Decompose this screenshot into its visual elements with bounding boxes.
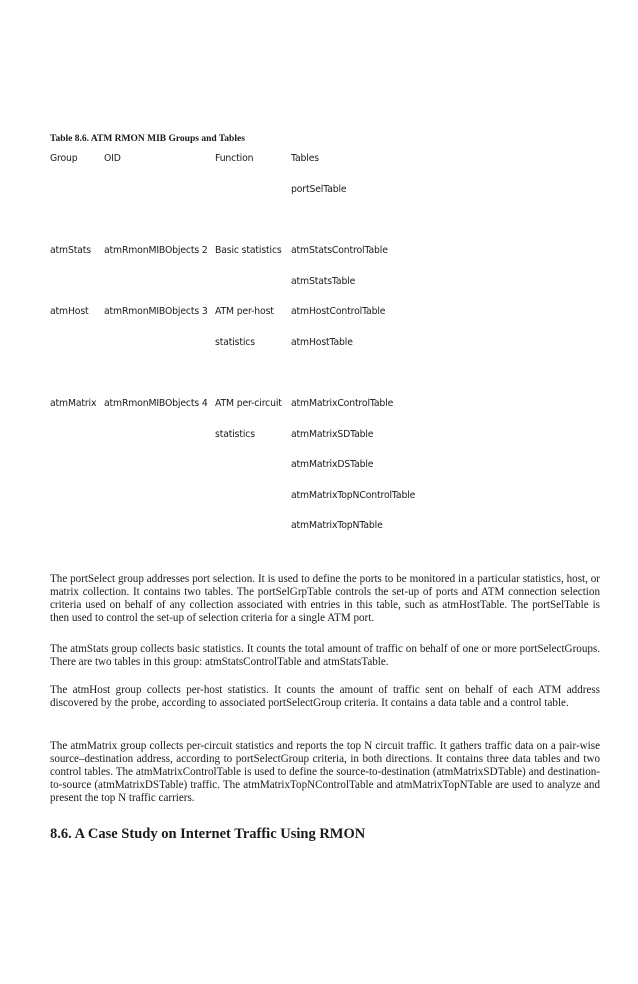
table-cell: atmHost <box>50 306 89 317</box>
table-cell: atmMatrixSDTable <box>291 429 374 440</box>
table-cell: atmHostControlTable <box>291 306 386 317</box>
table-cell: atmMatrixTopNControlTable <box>291 490 416 501</box>
table-cell: statistics <box>215 337 255 348</box>
column-header-function: Function <box>215 153 254 164</box>
table-cell: atmRmonMIBObjects 4 <box>104 398 208 409</box>
table-cell: portSelTable <box>291 184 347 195</box>
table-cell: atmRmonMIBObjects 2 <box>104 245 208 256</box>
table-cell: atmStatsTable <box>291 276 356 287</box>
table-cell: atmHostTable <box>291 337 353 348</box>
paragraph-portselect: The portSelect group addresses port selection. It is used to define the ports to be monitored in a particular statistics, host, or matrix collection. It contains two tables. The portSelGrpTable controls the set-up of ports and ATM connection selection criteria used on behalf of any collection associated with entries in this table, such as atmHostTable. The portSelTable is then used to control the set-up of selection criteria for a single ATM port. <box>50 573 600 625</box>
table-cell: Basic statistics <box>215 245 282 256</box>
paragraph-atmstats: The atmStats group collects basic statistics. It counts the total amount of traffic on behalf of one or more portSelectGroups. There are two tables in this group: atmStatsControlTable and atmStatsTable. <box>50 643 600 669</box>
table-cell: ATM per-host <box>215 306 274 317</box>
table-cell: atmRmonMIBObjects 3 <box>104 306 208 317</box>
section-heading: 8.6. A Case Study on Internet Traffic Using RMON <box>50 826 366 842</box>
column-header-group: Group <box>50 153 78 164</box>
table-cell: atmMatrixDSTable <box>291 459 374 470</box>
table-cell: atmStats <box>50 245 91 256</box>
table-cell: atmMatrix <box>50 398 97 409</box>
paragraph-atmhost: The atmHost group collects per-host statistics. It counts the amount of traffic sent on behalf of each ATM address discovered by the probe, according to associated portSelectGroup criteria. It contains a data table and a control table. <box>50 684 600 710</box>
table-cell: atmStatsControlTable <box>291 245 388 256</box>
column-header-oid: OID <box>104 153 121 164</box>
table-cell: atmMatrixControlTable <box>291 398 394 409</box>
table-cell: statistics <box>215 429 255 440</box>
column-header-tables: Tables <box>291 153 319 164</box>
table-cell: atmMatrixTopNTable <box>291 520 383 531</box>
paragraph-atmmatrix: The atmMatrix group collects per-circuit statistics and reports the top N circuit traffic. It gathers traffic data on a pair-wise source–destination address, according to portSelectGroup criteria, in both directions. It contains three data tables and two control tables. The atmMatrixControlTable is used to define the source-to-destination (atmMatrixSDTable) and destination-to-source (atmMatrixDSTable) traffic. The atmMatrixTopNControlTable and atmMatrixTopNTable are used to analyze and present the top N traffic carriers. <box>50 740 600 805</box>
table-caption: Table 8.6. ATM RMON MIB Groups and Tables <box>50 134 245 144</box>
table-cell: ATM per-circuit <box>215 398 282 409</box>
